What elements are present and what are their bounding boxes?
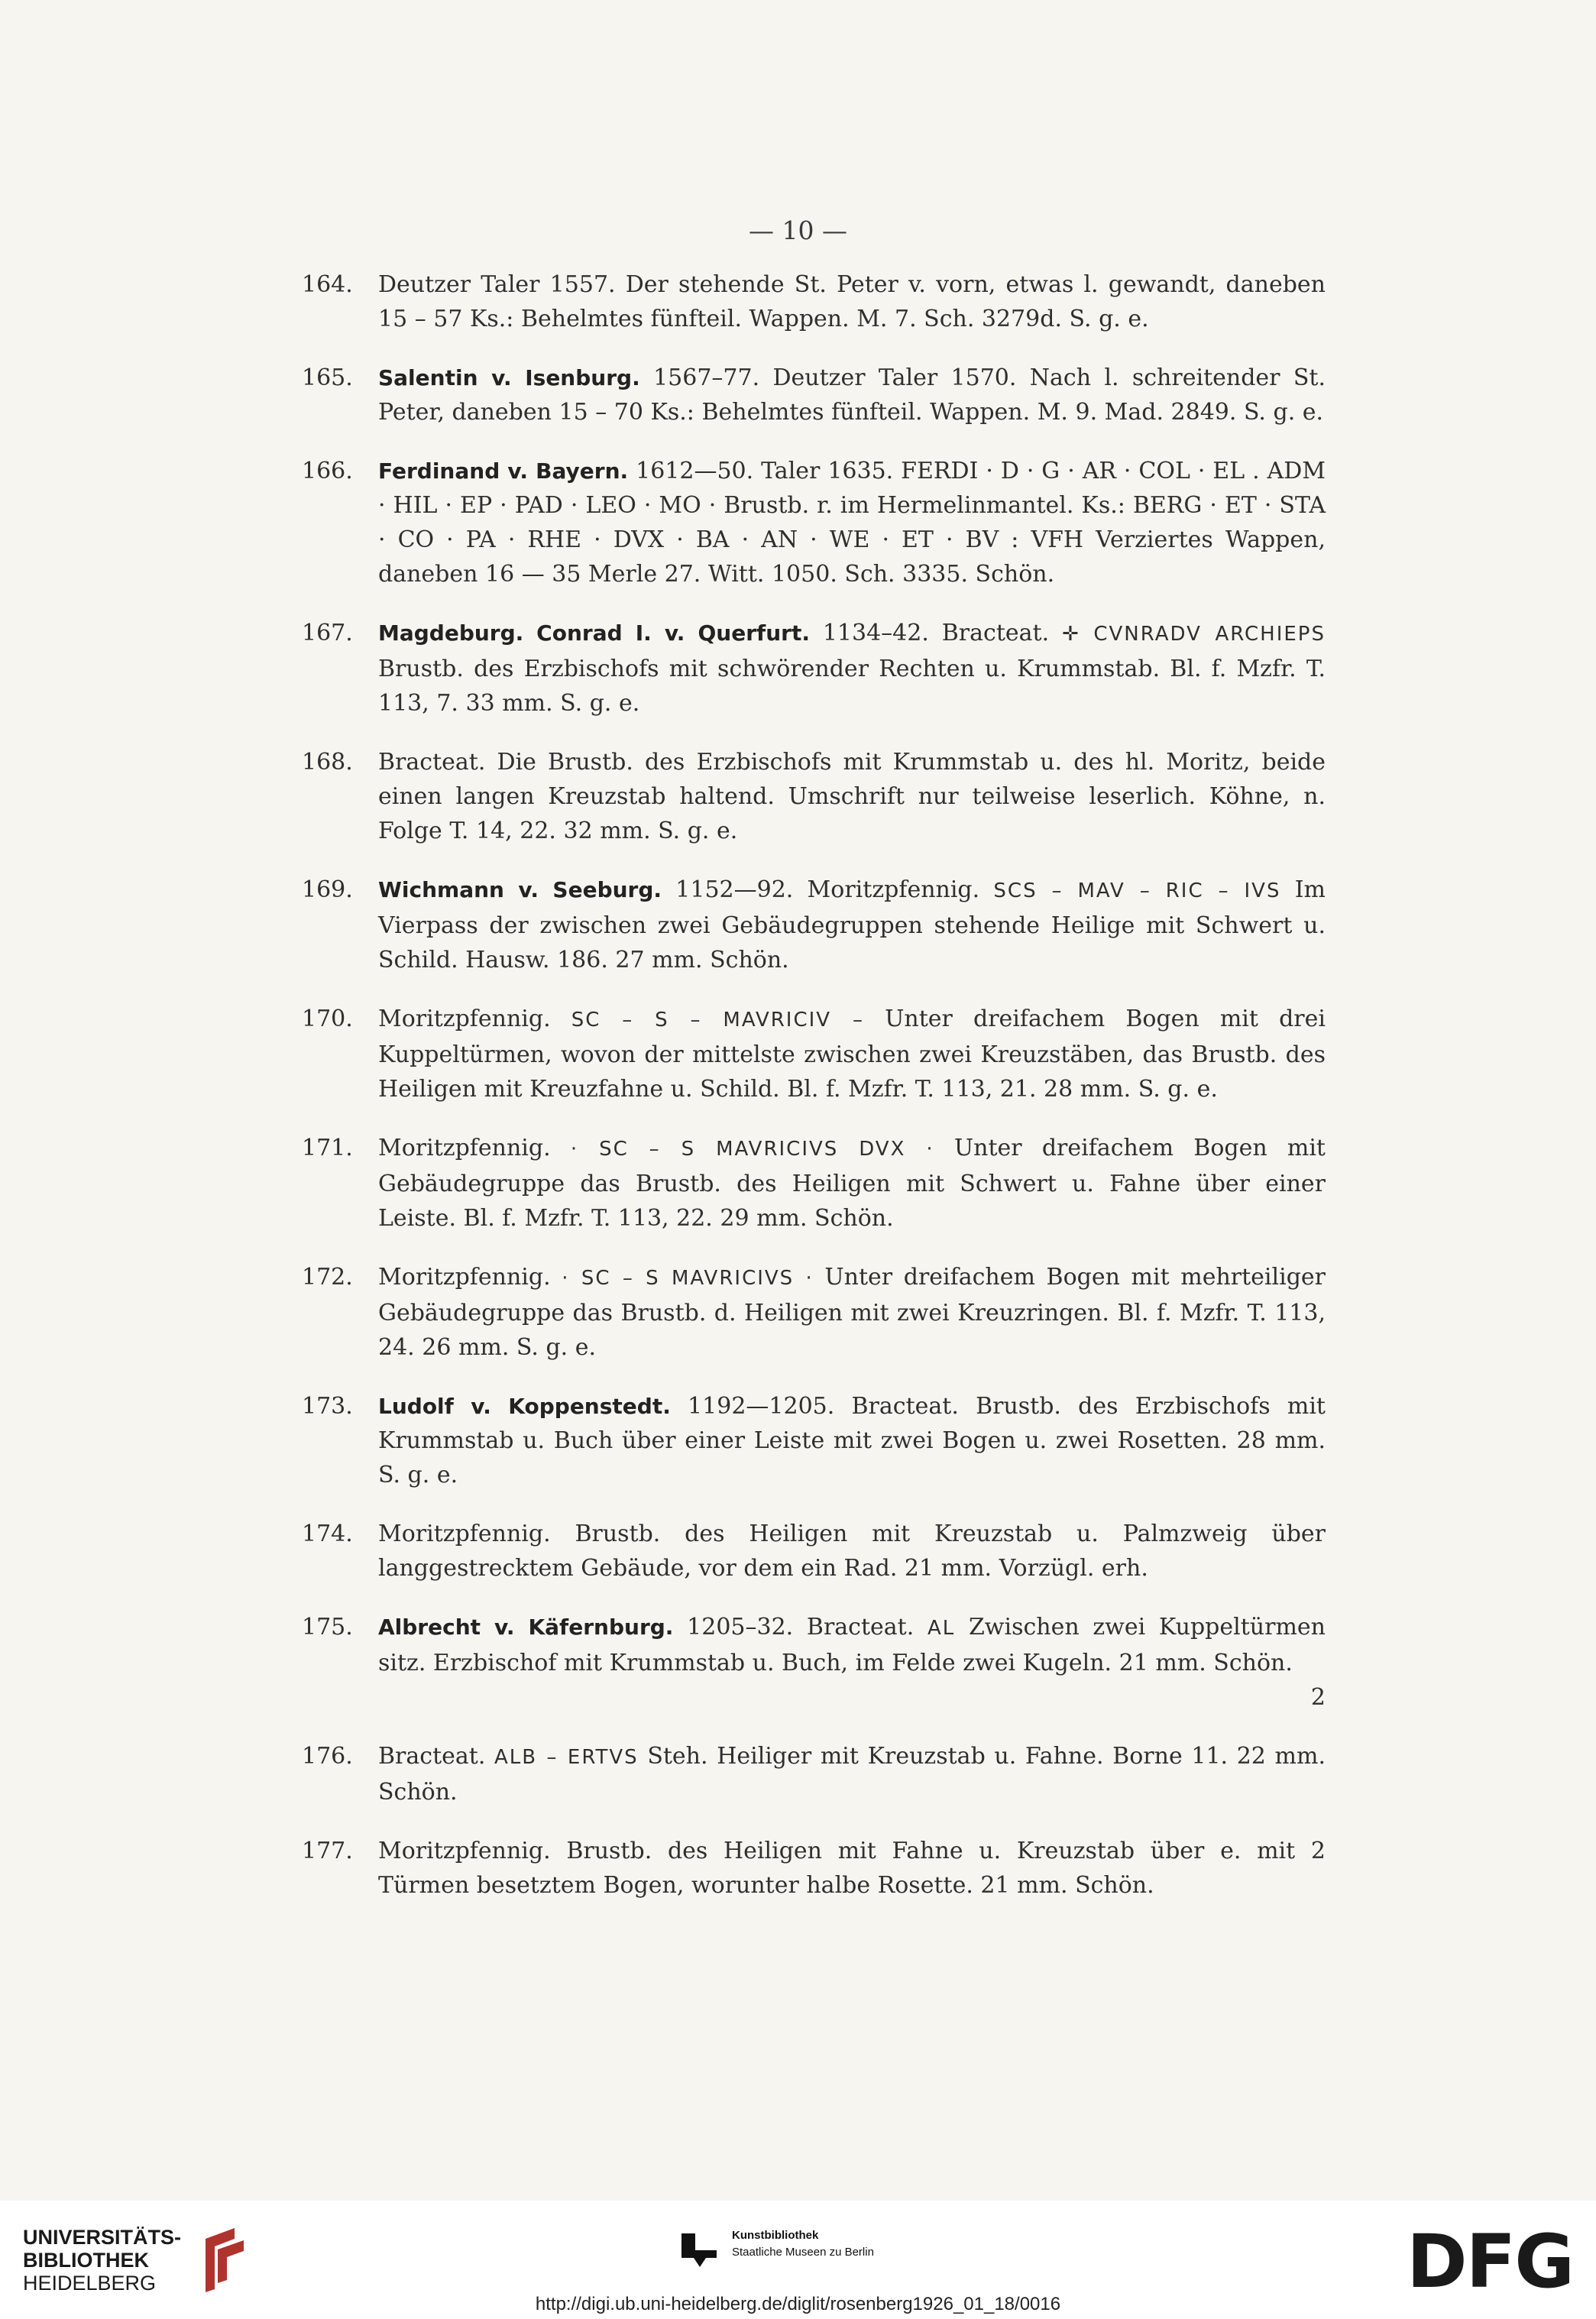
ub-line-3: HEIDELBERG (23, 2271, 157, 2295)
entry-number: 164. (302, 271, 353, 298)
entry-description: 1567–77. Deutzer Taler 1570. Nach l. schreitender St. Peter, daneben 15 – 70 Ks.: Behelmtes fünfteil. Wappen. M. 9. Mad. 2849. S. g. e. (378, 364, 1326, 426)
entry-number: 171. (302, 1135, 353, 1161)
entry-description: Moritzpfennig. Brustb. des Heiligen mit Kreuzstab u. Palmzweig über langgestrecktem Gebäude, vor dem ein Rad. 21 mm. Vorzügl. erh. (378, 1521, 1326, 1582)
entry-description: 1152—92. Moritzpfennig. (662, 876, 994, 903)
catalog-entry (302, 1517, 1326, 1585)
entry-number: 170. (302, 1006, 353, 1032)
entry-text (378, 1739, 1326, 1809)
catalog-entry (302, 745, 1326, 848)
catalog-entry (302, 1131, 1326, 1236)
entry-description: Moritzpfennig. (378, 1264, 562, 1291)
entry-text (378, 267, 1326, 336)
entry-description: Im Vierpass der zwischen zwei Gebäudegruppen stehende Heilige mit Schwert u. Schild. Hausw. 186. 27 mm. Schön. (378, 876, 1326, 973)
footer-bar (0, 2201, 1596, 2319)
entry-heading: Conrad I. v. Querfurt. (536, 620, 810, 646)
kunstbibliothek-logo[interactable] (680, 2227, 874, 2269)
catalog-entries (302, 267, 1326, 1927)
catalog-entry (302, 873, 1326, 977)
entry-text (378, 1002, 1326, 1106)
dfg-logo[interactable]: DFG (1406, 2219, 1573, 2304)
catalog-entry (302, 616, 1326, 721)
entry-number: 167. (302, 620, 353, 646)
entry-description: Unter dreifachem Bogen mit mehrteiliger Gebäudegruppe das Brustb. d. Heiligen mit zwei Kreuzringen. Bl. f. Mzfr. T. 113, 24. 26 mm. S. g. e. (378, 1264, 1326, 1361)
entry-text (378, 1517, 1326, 1585)
entry-heading: Ludolf v. Koppenstedt. (378, 1394, 671, 1419)
entry-text (378, 1834, 1326, 1903)
permalink-url[interactable]: http://digi.ub.uni-heidelberg.de/diglit/rosenberg1926_01_18/0016 (535, 2294, 1061, 2314)
entry-heading: Wichmann v. Seeburg. (378, 877, 662, 902)
entry-description: Moritzpfennig. Brustb. des Heiligen mit Fahne u. Kreuzstab über e. mit 2 Türmen besetztem Bogen, worunter halbe Rosette. 21 mm. Schön. (378, 1838, 1326, 1899)
entry-number: 177. (302, 1838, 353, 1864)
ub-line-2: BIBLIOTHEK (23, 2248, 149, 2272)
entry-heading: Ferdinand v. Bayern. (378, 458, 629, 484)
kb-line-2: Staatliche Museen zu Berlin (732, 2246, 874, 2259)
entry-text (378, 616, 1326, 721)
entry-number: 176. (302, 1743, 353, 1770)
entry-description: Deutzer Taler 1557. Der stehende St. Peter v. vorn, etwas l. gewandt, daneben 15 – 57 Ks.: Behelmtes fünfteil. Wappen. M. 7. Sch. 3279d. S. g. e. (378, 271, 1326, 332)
catalog-entry (302, 1834, 1326, 1903)
coin-legend: ALB – ERTVS (494, 1746, 639, 1769)
ub-heidelberg-logo-icon (190, 2223, 250, 2296)
kunstbibliothek-text (732, 2227, 874, 2261)
ub-heidelberg-logo[interactable] (23, 2223, 250, 2296)
entry-number: 175. (302, 1614, 353, 1640)
entry-description: Unter dreifachem Bogen mit drei Kuppeltürmen, wovon der mittelste zwischen zwei Kreuzstäben, das Brustb. des Heiligen mit Kreuzfahne u. Schild. Bl. f. Mzfr. T. 113, 21. 28 mm. S. g. e. (378, 1006, 1326, 1103)
catalog-entry (302, 454, 1326, 591)
coin-legend: ✛ CVNRADV ARCHIEPS (1061, 623, 1326, 646)
entry-heading: Magdeburg. (378, 620, 524, 646)
kb-line-1: Kunstbibliothek (732, 2229, 819, 2242)
entry-number: 172. (302, 1264, 353, 1291)
entry-number: 166. (302, 458, 353, 484)
catalog-entry (302, 1739, 1326, 1809)
entry-heading: Salentin v. Isenburg. (378, 365, 640, 390)
catalog-entry (302, 1002, 1326, 1106)
coin-legend: SC – S – MAVRICIV – (571, 1009, 864, 1032)
coin-legend: · SC – S MAVRICIVS DVX · (570, 1138, 934, 1161)
coin-legend: SCS – MAV – RIC – IVS (993, 879, 1281, 902)
catalog-entry (302, 267, 1326, 336)
entry-description: Brustb. des Erzbischofs mit schwörender Rechten u. Krummstab. Bl. f. Mzfr. T. 113, 7. 33 mm. S. g. e. (378, 656, 1326, 717)
entry-text (378, 1610, 1326, 1715)
entry-description: 1612—50. Taler 1635. FERDI · D · G · AR · COL · EL . ADM · HIL · EP · PAD · LEO · MO · Brustb. r. im Hermelinmantel. Ks.: BERG · ET · STA · CO · PA · RHE · DVX · BA · AN · WE · ET · BV : VFH Verziertes Wappen, daneben 16 — 35 Merle 27. Witt. 1050. Sch. 3335. Schön. (378, 458, 1326, 588)
entry-description: Moritzpfennig. (378, 1135, 571, 1161)
catalog-entry (302, 1389, 1326, 1492)
entry-number: 168. (302, 749, 353, 776)
entry-text (378, 873, 1326, 977)
ub-heidelberg-text (23, 2226, 181, 2295)
entry-text (378, 361, 1326, 429)
entry-text (378, 1389, 1326, 1492)
entry-description: Bracteat. Die Brustb. des Erzbischofs mit Krummstab u. des hl. Moritz, beide einen langen Kreuzstab haltend. Umschrift nur teilweise leserlich. Köhne, n. Folge T. 14, 22. 32 mm. S. g. e. (378, 749, 1326, 844)
entry-number: 174. (302, 1521, 353, 1547)
entry-text (378, 1260, 1326, 1365)
entry-description: 1205–32. Bracteat. (673, 1614, 927, 1640)
entry-tail-mark: 2 (1310, 1684, 1326, 1711)
catalog-entry (302, 1260, 1326, 1365)
entry-description: Steh. Heiliger mit Kreuzstab u. Fahne. Borne 11. 22 mm. Schön. (378, 1743, 1326, 1806)
entry-description: Bracteat. (378, 1743, 495, 1770)
entry-heading: Albrecht v. Käfernburg. (378, 1615, 674, 1640)
coin-legend: AL (927, 1617, 956, 1640)
entry-description: 1192—1205. Bracteat. Brustb. des Erzbischofs mit Krummstab u. Buch über einer Leiste mit zwei Bogen u. zwei Rosetten. 28 mm. S. g. e. (378, 1393, 1326, 1488)
entry-description: 1134–42. Bracteat. (809, 620, 1062, 646)
entry-description (523, 620, 536, 646)
page-number: — 10 — (749, 215, 847, 245)
entry-text (378, 1131, 1326, 1236)
entry-text (378, 454, 1326, 591)
entry-description: Zwischen zwei Kuppeltürmen sitz. Erzbischof mit Krummstab u. Buch, im Felde zwei Kugeln. 21 mm. Schön. (378, 1614, 1326, 1676)
coin-legend: · SC – S MAVRICIVS · (562, 1267, 814, 1290)
catalog-entry (302, 1610, 1326, 1715)
entry-description: Moritzpfennig. (378, 1006, 571, 1032)
ub-line-1: UNIVERSITÄTS- (23, 2225, 182, 2249)
entry-number: 169. (302, 876, 353, 903)
kunstbibliothek-logo-icon (680, 2227, 718, 2269)
entry-number: 165. (302, 364, 353, 391)
entry-description: Unter dreifachem Bogen mit Gebäudegruppe das Brustb. des Heiligen mit Schwert u. Fahne über einer Leiste. Bl. f. Mzfr. T. 113, 22. 29 mm. Schön. (378, 1135, 1326, 1232)
catalog-entry (302, 361, 1326, 429)
entry-text (378, 745, 1326, 848)
entry-number: 173. (302, 1393, 353, 1420)
